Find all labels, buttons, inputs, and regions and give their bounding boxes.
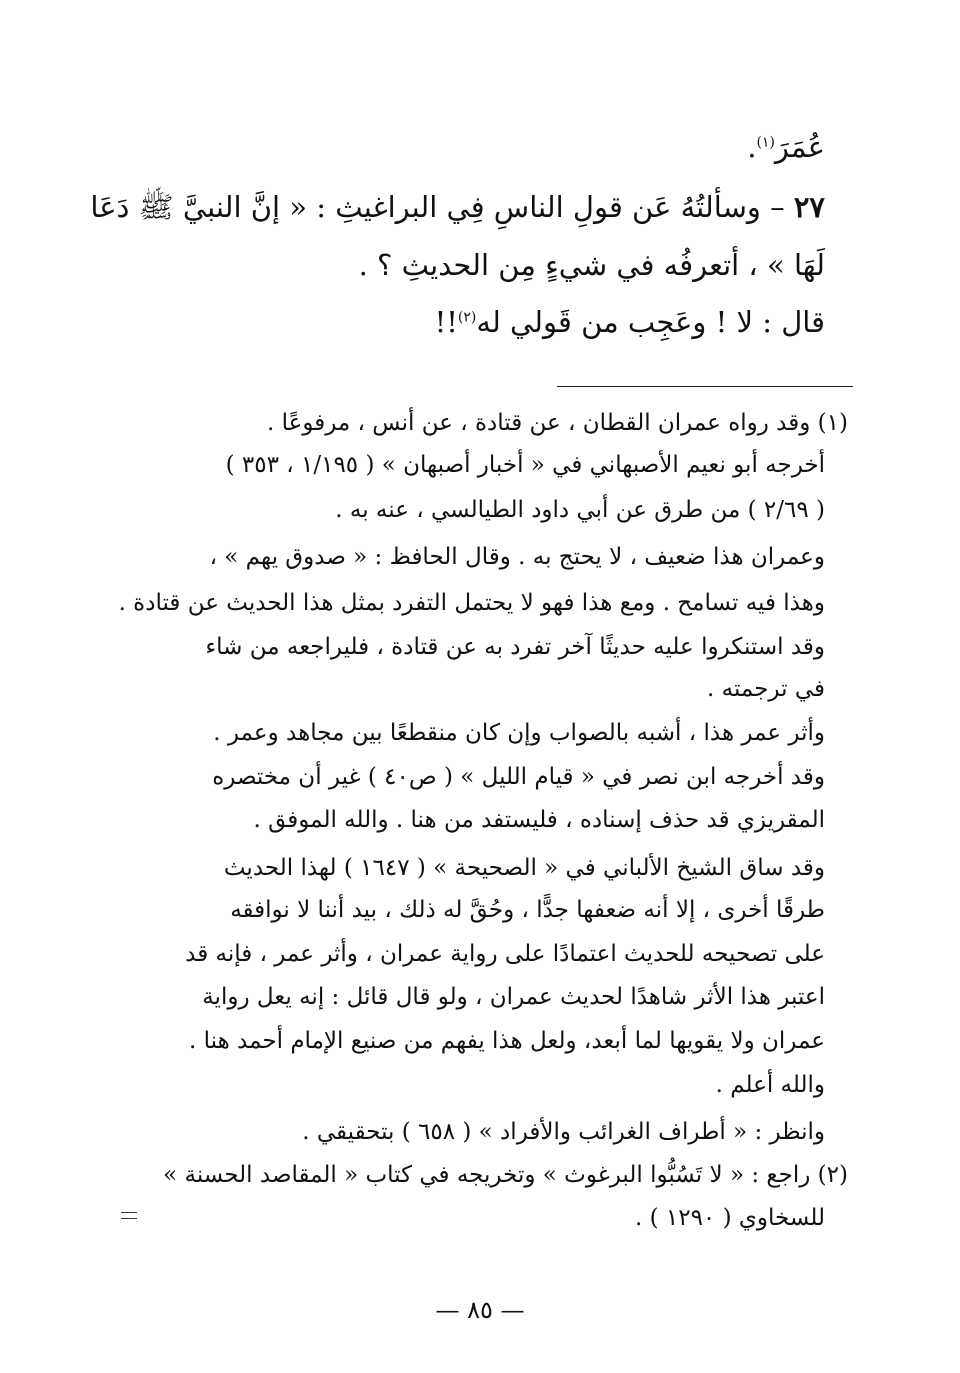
footnote-1-line-14 (120, 984, 825, 1010)
footnote-text: على تصحيحه للحديث اعتمادًا على رواية عمران ، وأثر عمر ، فإنه قد (185, 941, 825, 967)
footnote-text: وعمران هذا ضعيف ، لا يحتج به . وقال الحافظ : « صدوق يهم » ، (209, 544, 825, 570)
question-number: ٢٧ (793, 190, 825, 224)
footnote-text: وقد رواه عمران القطان ، عن قتادة ، عن أنس ، مرفوعًا . (266, 410, 811, 436)
footnote-text: وقد ساق الشيخ الألباني في « الصحيحة » ( ١٦٤٧ ) لهذا الحديث (223, 855, 825, 881)
footnote-text: المقريزي قد حذف إسناده ، فليستفد من هنا . والله الموفق . (253, 807, 825, 833)
footnote-1-line-12 (120, 897, 825, 923)
footnote-text: ( ٢/٦٩ ) من طرق عن أبي داود الطيالسي ، عنه به . (335, 497, 825, 523)
footnote-1-line-8 (120, 720, 825, 746)
main-text: – وسألتُهُ عَن قولِ الناسِ فِي البراغيثِ : « إنَّ النبيَّ ﷺ دَعَا (90, 190, 785, 224)
main-line-1 (120, 130, 825, 164)
footnote-ref-2[interactable]: (٢) (457, 309, 477, 326)
main-line-4 (120, 305, 825, 339)
footnote-1-line-7 (120, 676, 825, 702)
footnote-text: وانظر : « أطراف الغرائب والأفراد » ( ٦٥٨ ) بتحقيقي . (302, 1119, 825, 1145)
footnote-1-line-15 (120, 1028, 825, 1054)
footnote-1-line-3 (120, 497, 825, 523)
main-line-3 (120, 248, 825, 282)
footnote-2-line-2 (120, 1205, 825, 1231)
footnote-text: راجع : « لا تَسُبُّوا البرغوث » وتخريجه في كتاب « المقاصد الحسنة » (163, 1162, 811, 1188)
footnote-text: للسخاوي ( ١٢٩٠ ) . (634, 1205, 825, 1231)
main-punct: . (747, 130, 757, 164)
main-text: لَهَا » ، أتعرفُه في شيءٍ مِن الحديثِ ؟ . (358, 248, 825, 282)
footnote-ref-1[interactable]: (١) (756, 134, 775, 151)
footnote-marker-1: (١) (817, 410, 848, 436)
footnote-1-line-2 (120, 452, 825, 478)
footnote-text: وأثر عمر هذا ، أشبه بالصواب وإن كان منقطعًا بين مجاهد وعمر . (213, 720, 825, 746)
footnote-text: وهذا فيه تسامح . ومع هذا فهو لا يحتمل التفرد بمثل هذا الحديث عن قتادة . (118, 590, 825, 616)
page-number: — ٨٥ — (435, 1296, 525, 1324)
main-line-2 (90, 190, 825, 232)
footnote-1-line-5 (120, 590, 825, 616)
main-punct: !! (434, 305, 458, 339)
footnote-text: وقد أخرجه ابن نصر في « قيام الليل » ( ص٤٠ ) غير أن مختصره (212, 764, 825, 790)
footnote-text: أخرجه أبو نعيم الأصبهاني في « أخبار أصبهان » ( ١/١٩٥ ، ٣٥٣ ) (225, 452, 825, 478)
footnote-text: في ترجمته . (707, 676, 825, 702)
footnote-text: عمران ولا يقويها لما أبعد، ولعل هذا يفهم من صنيع الإمام أحمد هنا . (189, 1028, 825, 1054)
footnote-1-line-10 (120, 807, 825, 833)
footnote-2-line-1 (120, 1162, 848, 1188)
footnote-1-line-9 (120, 764, 825, 790)
continuation-mark (121, 1212, 137, 1219)
main-word: عُمَرَ (774, 130, 825, 164)
footnote-1-line-11 (120, 855, 825, 881)
footnote-1-line-16 (120, 1072, 825, 1098)
footnote-1-line-1 (120, 410, 848, 436)
footnote-divider (557, 386, 853, 387)
footnote-1-line-17 (120, 1119, 825, 1145)
footnote-text: والله أعلم . (715, 1072, 825, 1098)
footnote-1-line-6 (120, 634, 825, 660)
footnote-1-line-4 (120, 544, 825, 570)
main-text: قال : لا ! وعَجِب من قَولي له (476, 305, 825, 339)
footnote-text: اعتبر هذا الأثر شاهدًا لحديث عمران ، ولو قال قائل : إنه يعل رواية (202, 984, 825, 1010)
footnote-marker-2: (٢) (817, 1162, 848, 1188)
footnote-text: وقد استنكروا عليه حديثًا آخر تفرد به عن قتادة ، فليراجعه من شاء (205, 634, 825, 660)
footnote-1-line-13 (120, 941, 825, 967)
footnote-text: طرقًا أخرى ، إلا أنه ضعفها جدًّا ، وحُقَّ له ذلك ، بيد أننا لا نوافقه (230, 897, 825, 923)
